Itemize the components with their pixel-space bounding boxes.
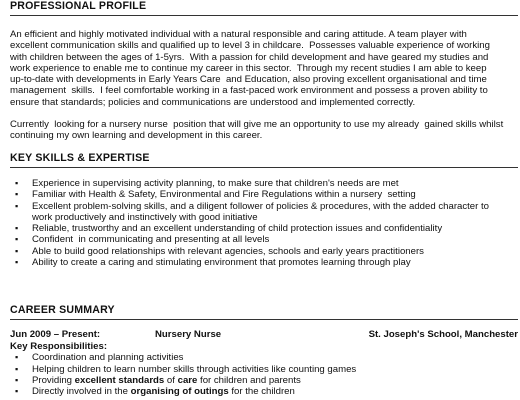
profile-line: with children between the ages of 1-5yrs. With a passion for child development and have geared my studies and: [10, 51, 489, 63]
profile-section: [10, 2, 518, 142]
profile-paragraph-1: [10, 29, 518, 108]
list-item: ▪ Providing excellent standards of care for children and parents: [15, 374, 301, 386]
list-item: ▪ Able to build good relationships with relevant agencies, schools and early years practitioners: [15, 245, 424, 257]
job-employer: St. Joseph's School, Manchester: [368, 329, 518, 340]
profile-line: excellent communication skills and qualified up to level 3 in childcare. Possesses valuable experience of working: [10, 40, 490, 52]
profile-line: work experience to enable me to continue my career in this sector. Through my recent studies I am able to keep: [10, 62, 487, 74]
list-item: ▪ Ability to create a caring and stimulating environment that promotes learning through play: [15, 257, 411, 269]
list-item: ▪ Familiar with Health & Safety, Environmental and Fire Regulations within a nursery setting: [15, 189, 416, 201]
bullet-icon: ▪: [15, 245, 19, 256]
profile-heading: [10, 2, 518, 16]
profile-line: management skills. I feel comfortable working in a fast-paced work environment and possess a proven ability to: [10, 85, 488, 97]
profile-line: ensure that standards; policies and communications are understood and implemented correctly.: [10, 96, 416, 108]
bullet-icon: ▪: [15, 223, 19, 234]
bullet-icon: ▪: [15, 257, 19, 268]
list-item: ▪ Coordination and planning activities: [15, 352, 184, 364]
job-date: Jun 2009 – Present:: [10, 329, 101, 340]
career-heading-text: CAREER SUMMARY: [10, 304, 115, 316]
job-title: Nursery Nurse: [155, 329, 222, 340]
bullet-icon: ▪: [15, 178, 19, 188]
responsibilities-list: [10, 352, 518, 397]
list-item: ▪ Confident in communicating and presenting at all levels: [15, 234, 270, 246]
career-section: [10, 306, 518, 397]
skills-section: [10, 154, 518, 268]
list-item: ▪ Helping children to learn number skills through activities like counting games: [15, 363, 357, 375]
bullet-icon: ▪: [15, 374, 19, 385]
list-item: ▪ Directly involved in the organising of outings for the children: [15, 386, 295, 398]
bullet-icon: ▪: [15, 352, 19, 363]
bullet-icon: ▪: [15, 386, 19, 397]
profile-line: An efficient and highly motivated individual with a natural responsible and caring attitude. A team player with: [10, 29, 467, 40]
responsibilities-label: Key Responsibilities:: [10, 341, 108, 352]
bullet-icon: ▪: [15, 189, 19, 200]
profile-heading-text: PROFESSIONAL PROFILE: [10, 0, 147, 12]
bullet-icon: ▪: [15, 200, 19, 211]
job-row: [10, 329, 518, 341]
skills-heading-text: KEY SKILLS & EXPERTISE: [10, 152, 150, 164]
list-item: ▪ Excellent problem-solving skills, and a diligent follower of policies & procedures, with the added character to: [15, 200, 490, 212]
career-heading: [10, 306, 518, 320]
bullet-icon: ▪: [15, 234, 19, 245]
skills-heading: [10, 154, 518, 168]
profile-paragraph-2: [10, 119, 518, 142]
list-item: ▪ Experience in supervising activity planning, to make sure that children's needs are met: [15, 178, 399, 189]
bullet-icon: ▪: [15, 363, 19, 374]
profile-line: continuing my own learning and development in this career.: [10, 130, 263, 142]
profile-line: Currently looking for a nursery nurse position that will give me an opportunity to use my already gained skills whilst: [10, 119, 504, 131]
skills-list: [10, 178, 518, 268]
list-item: ▪ Reliable, trustworthy and an excellent understanding of child protection issues and confidentiality: [15, 223, 443, 235]
list-item-continuation: work productively and instinctively with good initiative: [32, 211, 258, 223]
profile-line: up-to-date with developments in Early Years Care and Education, also proving excellent organisational and time: [10, 74, 487, 86]
